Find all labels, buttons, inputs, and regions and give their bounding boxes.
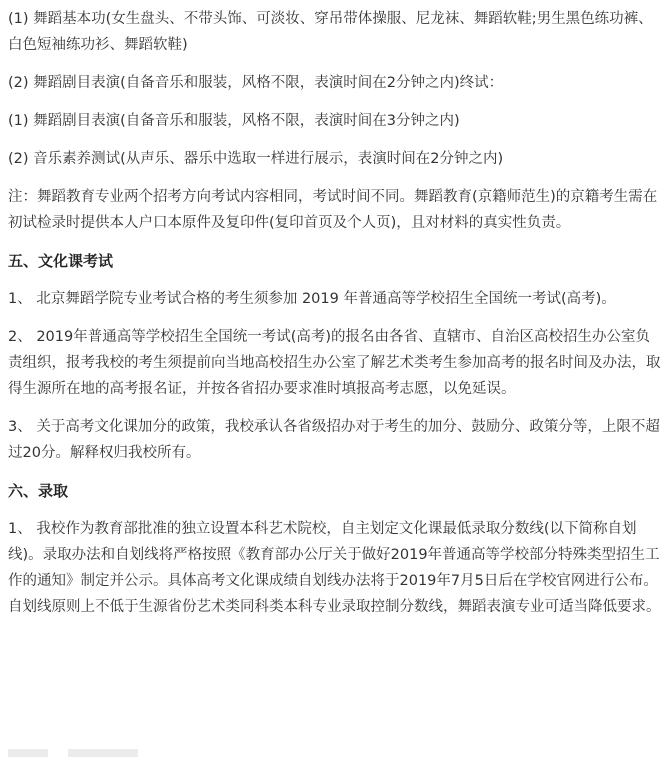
culture-exam-item-2: 2、 2019年普通高等学校招生全国统一考试(高考)的报名由各省、直辖市、自治区高校招生办公室负责组织，报考我校的考生须提前向当地高校招生办公室了解艺术类考生参加高考的报名时间及办法，取得生源所在地的高考报名证，并按各省招办要求准时填报高考志愿，以免延误。 — [8, 329, 661, 397]
exam-item-repertoire-final: (1) 舞蹈剧目表演(自备音乐和服装，风格不限，表演时间在3分钟之内) — [8, 113, 460, 129]
exam-item-repertoire-prelim: (2) 舞蹈剧目表演(自备音乐和服装，风格不限，表演时间在2分钟之内)终试： — [8, 75, 504, 91]
exam-item-music-literacy: (2) 音乐素养测试(从声乐、器乐中选取一样进行展示，表演时间在2分钟之内) — [8, 151, 504, 167]
exam-item-basic-skills: (1) 舞蹈基本功(女生盘头、不带头饰、可淡妆、穿吊带体操服、尼龙袜、舞蹈软鞋;男生黑色练功裤、白色短袖练功衫、舞蹈软鞋) — [8, 11, 653, 53]
cut-off-next-line — [0, 745, 671, 757]
section-heading-admission: 六、录取 — [8, 482, 69, 500]
culture-exam-item-3: 3、 关于高考文化课加分的政策，我校承认各省级招办对于考生的加分、鼓励分、政策分等，上限不超过20分。解释权归我校所有。 — [8, 419, 660, 461]
admission-item-1: 1、 我校作为教育部批准的独立设置本科艺术院校，自主划定文化课最低录取分数线(以下简称自划线)。录取办法和自划线将严格按照《教育部办公厅关于做好2019年普通高等学校部分特殊类型招生工作的通知》制定并公示。具体高考文化课成绩自划线办法将于2019年7月5日后在学校官网进行公布。自划线原则上不低于生源省份艺术类同科类本科专业录取控制分数线，舞蹈表演专业可适当降低要求。 — [8, 521, 661, 615]
article-body — [8, 6, 663, 632]
culture-exam-item-1: 1、 北京舞蹈学院专业考试合格的考生须参加 2019 年普通高等学校招生全国统一考试(高考)。 — [8, 291, 616, 307]
section-heading-culture-exam: 五、文化课考试 — [8, 252, 114, 270]
note-paragraph: 注：舞蹈教育专业两个招考方向考试内容相同，考试时间不同。舞蹈教育(京籍师范生)的京籍考生需在初试检录时提供本人户口本原件及复印件(复印首页及个人页)，且对材料的真实性负责。 — [8, 189, 658, 231]
partial-text-fragment — [8, 749, 648, 757]
